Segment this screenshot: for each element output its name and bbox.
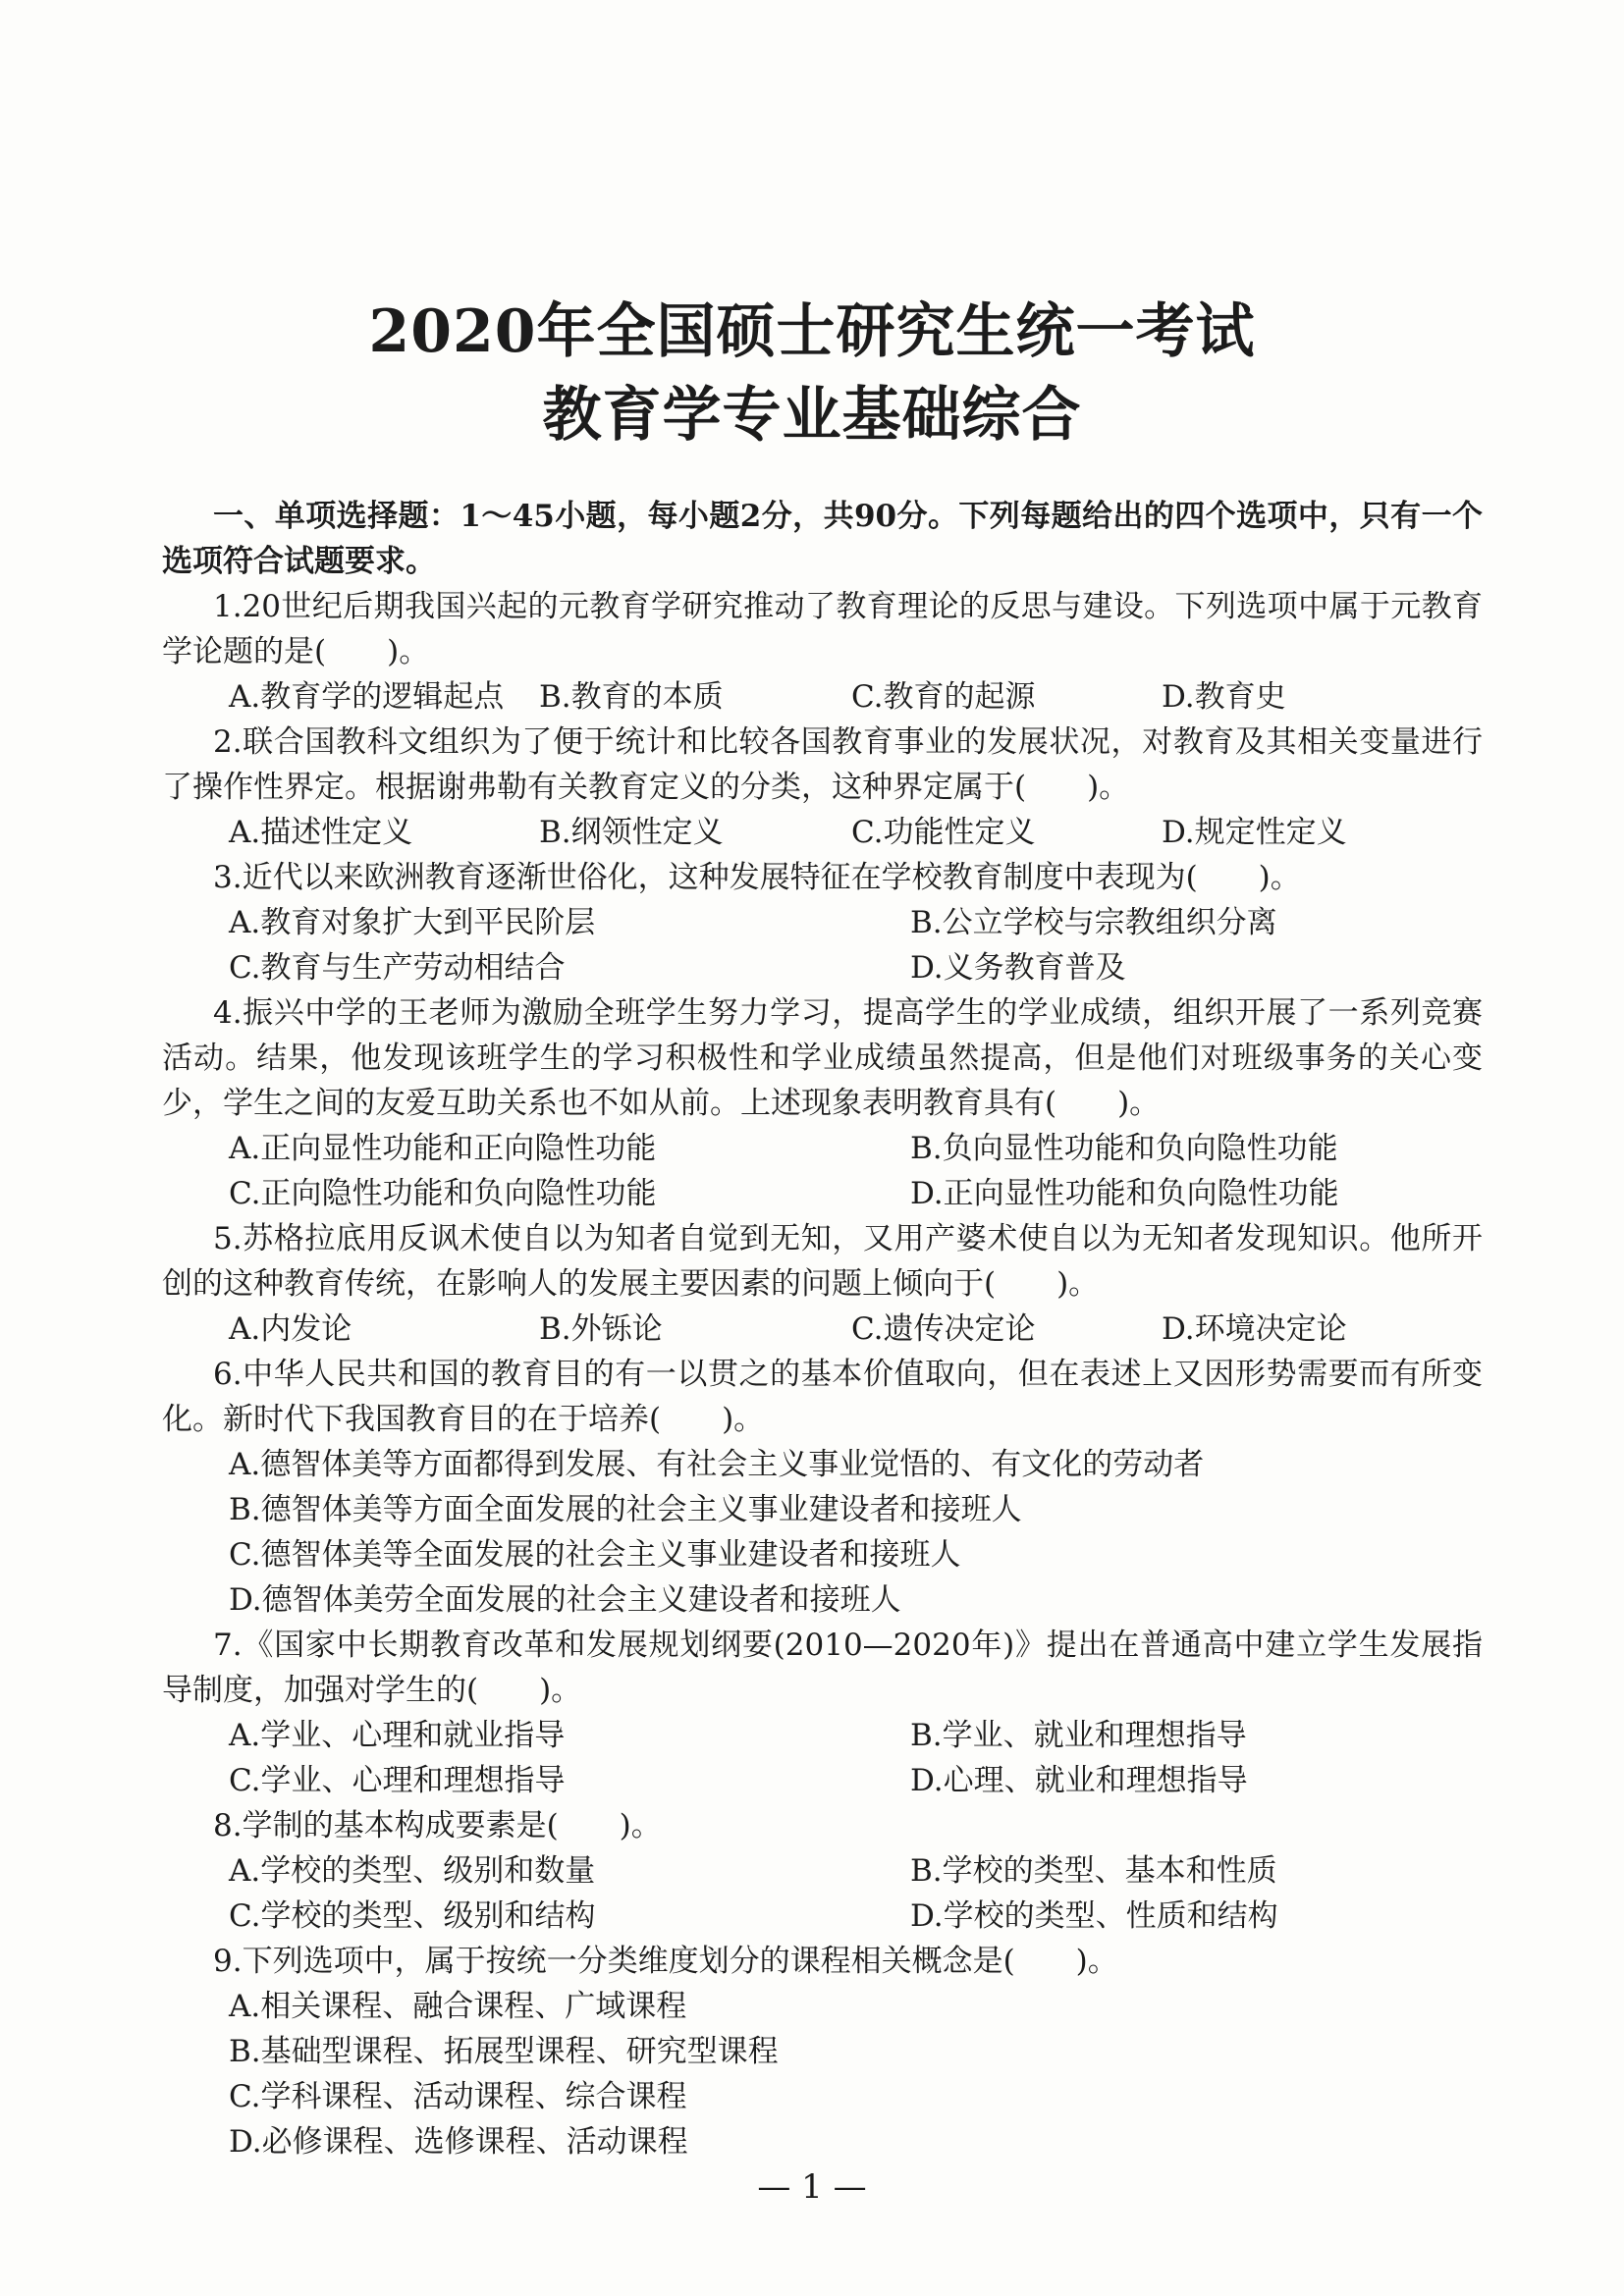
options — [162, 1442, 1483, 1623]
question-8 — [162, 1803, 1483, 1939]
option-d: D.教育史 — [1162, 679, 1286, 715]
question-5 — [162, 1216, 1483, 1352]
option-b: B.负向显性功能和负向隐性功能 — [910, 1131, 1338, 1166]
exam-subtitle: 教育学专业基础综合 — [542, 381, 1082, 450]
options — [162, 810, 1483, 855]
option-a: A.相关课程、融合课程、广域课程 — [229, 1989, 687, 2024]
options — [162, 674, 1483, 720]
option-a: A.教育学的逻辑起点 — [229, 679, 505, 715]
option-a: A.正向显性功能和正向隐性功能 — [229, 1131, 657, 1166]
options — [162, 1713, 1483, 1803]
option-d: D.正向显性功能和负向隐性功能 — [910, 1176, 1339, 1211]
section-heading: 一、单项选择题：1～45小题，每小题2分，共90分。下列每题给出的四个选项中，只有一个选项符合试题要求。 — [162, 499, 1483, 579]
question-stem: 8.学制的基本构成要素是( )。 — [213, 1808, 662, 1843]
option-c: C.教育与生产劳动相结合 — [229, 950, 566, 986]
option-b: B.学业、就业和理想指导 — [910, 1718, 1247, 1753]
option-c: C.正向隐性功能和负向隐性功能 — [229, 1176, 657, 1211]
question-stem: 9.下列选项中，属于按统一分类维度划分的课程相关概念是( )。 — [213, 1944, 1118, 1979]
option-c: C.遗传决定论 — [851, 1311, 1036, 1347]
question-6 — [162, 1352, 1483, 1623]
option-c: C.德智体美等全面发展的社会主义事业建设者和接班人 — [229, 1537, 961, 1573]
option-d: D.必修课程、选修课程、活动课程 — [229, 2124, 688, 2160]
option-b: B.基础型课程、拓展型课程、研究型课程 — [229, 2034, 779, 2069]
option-d: D.学校的类型、性质和结构 — [910, 1898, 1278, 1934]
option-b: B.公立学校与宗教组织分离 — [910, 905, 1277, 940]
question-stem: 5.苏格拉底用反讽术使自以为知者自觉到无知，又用产婆术使自以为无知者发现知识。他所开创的这种教育传统，在影响人的发展主要因素的问题上倾向于( )。 — [162, 1221, 1483, 1302]
option-a: A.教育对象扩大到平民阶层 — [229, 905, 596, 940]
question-7 — [162, 1623, 1483, 1803]
option-c: C.学校的类型、级别和结构 — [229, 1898, 596, 1934]
option-b: B.外铄论 — [539, 1311, 663, 1347]
question-stem: 7.《国家中长期教育改革和发展规划纲要(2010—2020年)》提出在普通高中建立学生发展指导制度，加强对学生的( )。 — [162, 1628, 1483, 1708]
option-a: A.学校的类型、级别和数量 — [229, 1853, 596, 1889]
question-4 — [162, 990, 1483, 1216]
question-1 — [162, 584, 1483, 720]
option-c: C.学科课程、活动课程、综合课程 — [229, 2079, 687, 2114]
options — [162, 900, 1483, 990]
exam-content — [162, 494, 1483, 2164]
option-c: C.学业、心理和理想指导 — [229, 1763, 566, 1798]
option-c: C.功能性定义 — [851, 815, 1036, 850]
options — [162, 1126, 1483, 1216]
question-stem: 3.近代以来欧洲教育逐渐世俗化，这种发展特征在学校教育制度中表现为( )。 — [213, 860, 1301, 895]
option-b: B.教育的本质 — [539, 679, 724, 715]
question-stem: 6.中华人民共和国的教育目的有一以贯之的基本价值取向，但在表述上又因形势需要而有所变化。新时代下我国教育目的在于培养( )。 — [162, 1357, 1483, 1437]
exam-title: 2020年全国硕士研究生统一考试 — [368, 297, 1256, 366]
option-d: D.心理、就业和理想指导 — [910, 1763, 1248, 1798]
option-d: D.规定性定义 — [1162, 815, 1347, 850]
question-stem: 1.20世纪后期我国兴起的元教育学研究推动了教育理论的反思与建设。下列选项中属于元教育学论题的是( )。 — [162, 589, 1483, 669]
option-b: B.纲领性定义 — [539, 815, 724, 850]
option-a: A.德智体美等方面都得到发展、有社会主义事业觉悟的、有文化的劳动者 — [229, 1447, 1205, 1482]
option-c: C.教育的起源 — [851, 679, 1036, 715]
question-9 — [162, 1939, 1483, 2164]
question-2 — [162, 720, 1483, 855]
options — [162, 1848, 1483, 1939]
question-3 — [162, 855, 1483, 990]
options — [162, 1984, 1483, 2164]
option-d: D.德智体美劳全面发展的社会主义建设者和接班人 — [229, 1582, 901, 1618]
option-b: B.学校的类型、基本和性质 — [910, 1853, 1277, 1889]
option-a: A.学业、心理和就业指导 — [229, 1718, 566, 1753]
option-d: D.环境决定论 — [1162, 1311, 1347, 1347]
question-stem: 4.振兴中学的王老师为激励全班学生努力学习，提高学生的学业成绩，组织开展了一系列竞赛活动。结果，他发现该班学生的学习积极性和学业成绩虽然提高，但是他们对班级事务的关心变少，学生之间的友爱互助关系也不如从前。上述现象表明教育具有( )。 — [162, 995, 1483, 1121]
option-a: A.描述性定义 — [229, 815, 413, 850]
page-number: — 1 — — [757, 2167, 867, 2207]
option-a: A.内发论 — [229, 1311, 352, 1347]
option-b: B.德智体美等方面全面发展的社会主义事业建设者和接班人 — [229, 1492, 1022, 1527]
option-d: D.义务教育普及 — [910, 950, 1126, 986]
question-stem: 2.联合国教科文组织为了便于统计和比较各国教育事业的发展状况，对教育及其相关变量进行了操作性界定。根据谢弗勒有关教育定义的分类，这种界定属于( )。 — [162, 724, 1483, 805]
options — [162, 1307, 1483, 1352]
